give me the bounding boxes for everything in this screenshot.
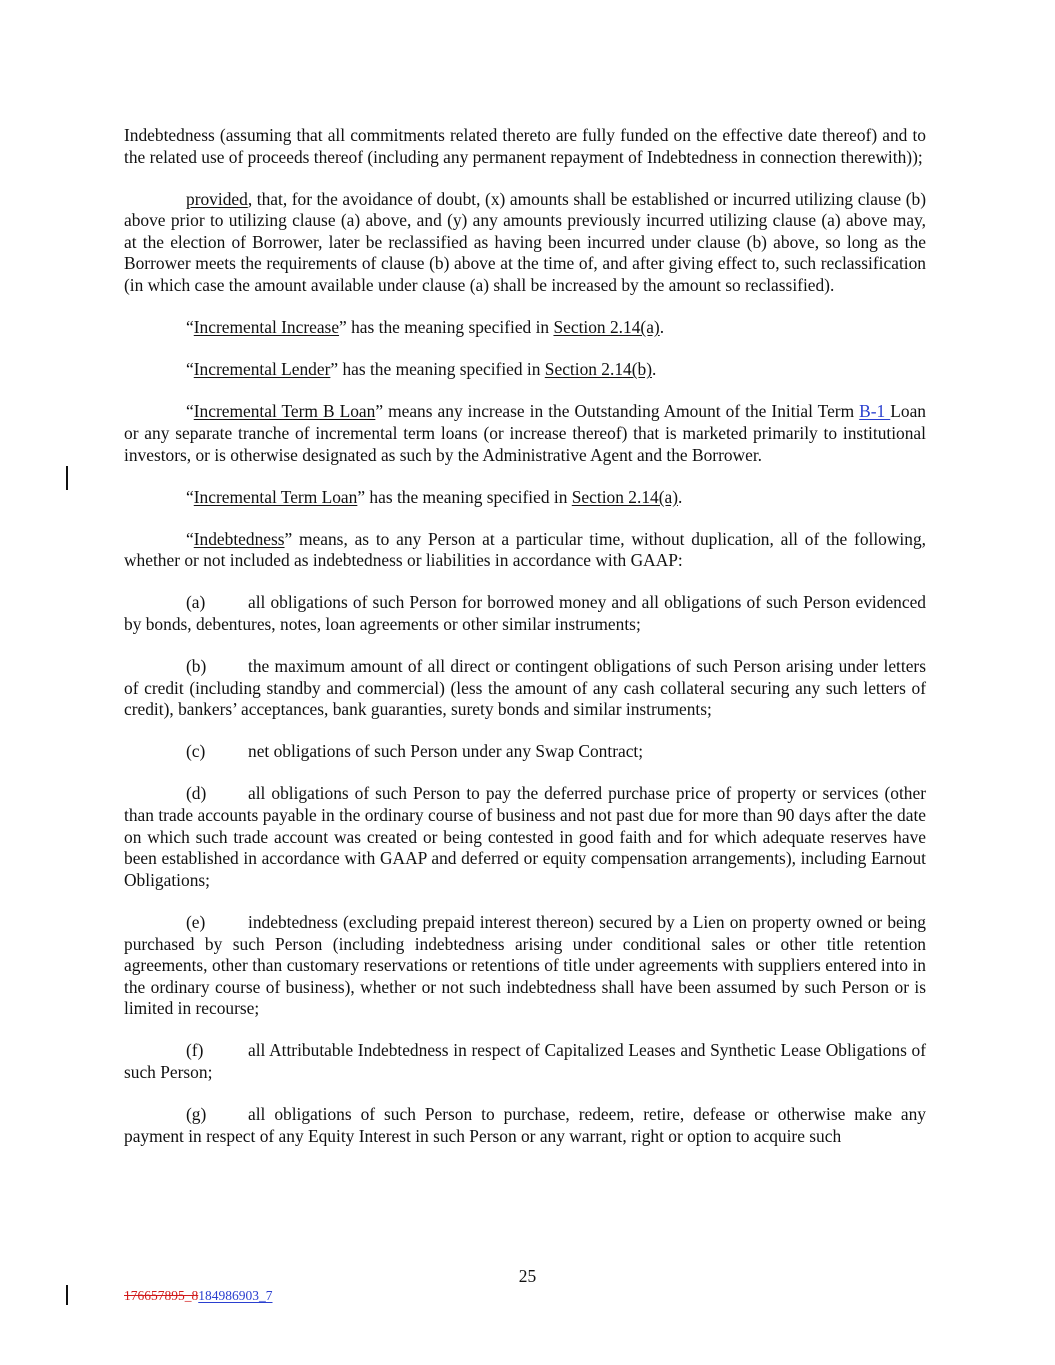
definition-incremental-lender [124,359,926,381]
inserted-doc-id: 184986903_7 [198,1288,273,1303]
clause-text: all Attributable Indebtedness in respect of Capitalized Leases and Synthetic Lease Obligations of such Person; [124,1040,926,1082]
clause-label: (g) [186,1104,207,1125]
definition-text: ” has the meaning specified in [357,486,572,507]
defined-term: Indebtedness [193,528,285,549]
proviso-text: , that, for the avoidance of doubt, (x) amounts shall be established or incurred utilizing clause (b) above prior to utilizing clause (a) above, and (y) any amounts previously incurred utilizing clause (a) above may, at the election of Borrower, later be reclassified as having been incurred under clause (b) above, so long as the Borrower meets the requirements of clause (b) above at the time of, and after giving effect to, such reclassification (in which case the amount available under clause (a) shall be increased by the amount so reclassified). [124,188,926,296]
clause-a [124,592,926,635]
open-quote: “ [186,528,194,549]
change-bar [66,1285,68,1305]
clause-text: net obligations of such Person under any Swap Contract; [248,741,644,762]
clause-text: the maximum amount of all direct or contingent obligations of such Person arising under letters of credit (including standby and commercial) (less the amount of any cash collateral securing any such letters of credit), bankers’ acceptances, bank guaranties, surety bonds and similar instruments; [124,656,926,720]
change-bar [66,466,68,490]
definition-incremental-term-b-loan [124,401,926,466]
page-number: 25 [518,1266,537,1286]
section-reference: Section 2.14(b) [544,359,653,380]
definition-text: ” means, as to any Person at a particular time, without duplication, all of the following, whether or not included as indebtedness or liabilities in accordance with GAAP: [124,528,926,571]
proviso-paragraph [124,189,926,297]
provided-term: provided [186,188,248,209]
clause-d [124,783,926,891]
defined-term: Incremental Term B Loan [193,401,376,422]
defined-term: Incremental Term Loan [193,486,358,507]
clause-c [124,741,926,763]
definition-text-continued: Loan or any separate tranche of incremental term loans (or increase thereof) that is marketed primarily to institutional investors, or is otherwise designated as such by the Administrative Agent and the Borrower. [124,401,926,465]
section-reference: Section 2.14(a) [571,486,679,507]
clause-label: (d) [186,783,207,804]
clause-text: indebtedness (excluding prepaid interest thereon) secured by a Lien on property owned or being purchased by such Person (including indebtedness arising under conditional sales or other title retention agreements, other than customary reservations or retentions of title under agreements with suppliers entered into in the ordinary course of business), whether or not such indebtedness shall have been assumed by such Person or is limited in recourse; [124,911,926,1019]
definition-text: ” means any increase in the Outstanding Amount of the Initial Term [375,401,860,422]
clause-label: (a) [186,592,206,613]
period: . [652,359,657,380]
clause-label: (b) [186,656,207,677]
clause-g [124,1104,926,1147]
opening-paragraph: Indebtedness (assuming that all commitments related thereto are fully funded on the effective date thereof) and to the related use of proceeds thereof (including any permanent repayment of Indebtedness in connection therewith)); [124,125,926,167]
defined-term: Incremental Increase [193,317,340,338]
open-quote: “ [186,317,194,338]
document-id [124,1288,273,1304]
open-quote: “ [186,359,194,380]
clause-text: all obligations of such Person to purchase, redeem, retire, defease or otherwise make any payment in respect of any Equity Interest in such Person or any warrant, right or option to acquire such [124,1104,926,1146]
clause-f [124,1040,926,1083]
inserted-text: B-1 [859,401,891,422]
open-quote: “ [186,486,194,507]
clause-e [124,912,926,1020]
open-quote: “ [186,401,194,422]
definition-text: ” has the meaning specified in [330,359,545,380]
clause-text: all obligations of such Person for borrowed money and all obligations of such Person evidenced by bonds, debentures, notes, loan agreements or other similar instruments; [124,592,926,634]
deleted-doc-id: 176657895_8 [124,1288,199,1303]
clause-label: (f) [186,1040,204,1061]
definition-text: ” has the meaning specified in [339,317,554,338]
definition-incremental-increase [124,317,926,339]
period: . [678,486,683,507]
clause-label: (c) [186,741,206,762]
definition-indebtedness [124,529,926,572]
document-body [124,125,926,1168]
clause-text: all obligations of such Person to pay the deferred purchase price of property or services (other than trade accounts payable in the ordinary course of business and not past due for more than 90 days after the date on which such trade account was created or being contested in good faith and for which adequate reserves have been established in accordance with GAAP and deferred or equity compensation arrangements), including Earnout Obligations; [124,783,926,890]
section-reference: Section 2.14(a) [553,317,660,338]
definition-incremental-term-loan [124,487,926,509]
period: . [659,317,665,338]
defined-term: Incremental Lender [193,359,331,380]
clause-b [124,656,926,721]
clause-label: (e) [186,911,206,932]
